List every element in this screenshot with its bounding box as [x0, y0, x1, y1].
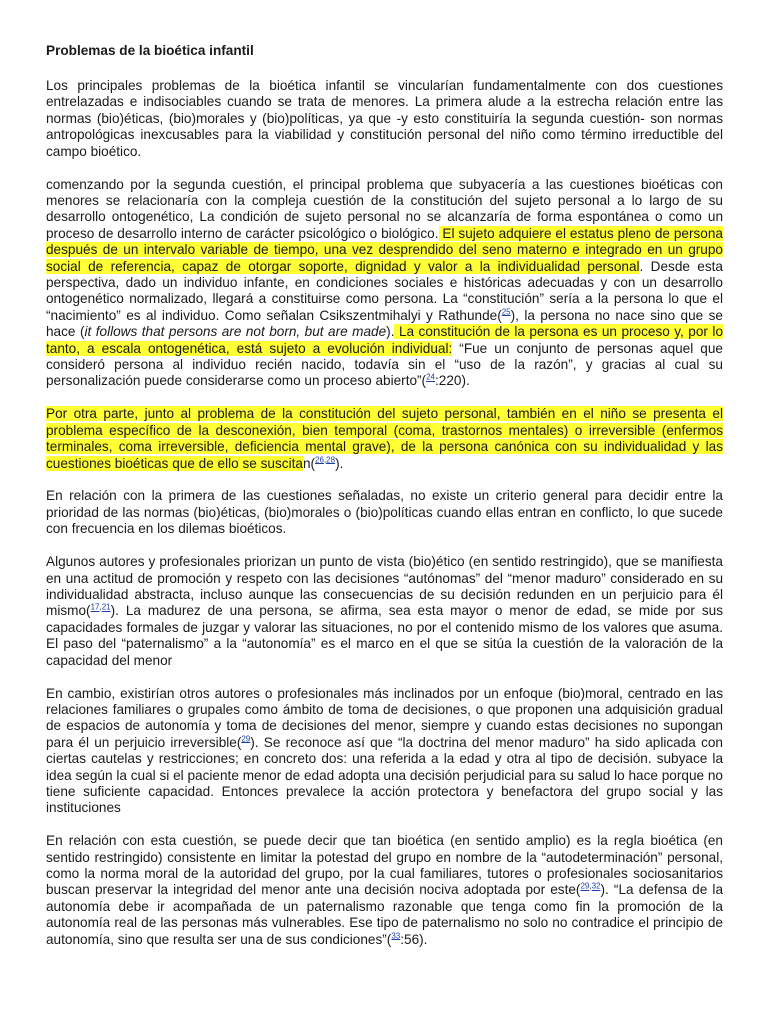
paragraph-3 [46, 406, 723, 472]
citation-separator: , [589, 881, 592, 891]
citation-link[interactable]: 28 [326, 455, 336, 464]
highlighted-text: Por otra parte, junto al problema de la constitución del sujeto personal, también en el niño se presenta el problema específico de la desconexión, bien temporal (coma, trastornos mentales) o irreversible (enfermos terminales, coma irreversible, deficiencia mental grave), de la persona canónica con su individualidad y las cuestiones bioéticas que de ello se suscita [46, 406, 723, 471]
citation-link[interactable]: 32 [591, 881, 601, 891]
citation-link[interactable]: 21 [101, 602, 111, 612]
paragraph-5 [46, 554, 723, 669]
text-run: :56). [400, 931, 428, 947]
paragraph-2 [46, 177, 723, 390]
text-run: ). La madurez de una persona, se afirma, sea esta mayor o menor de edad, se mide por sus capacidades formales de juzgar y valorar las situaciones, no por el contenido mismo de los valores que asuma. El paso del “paternalismo” a la “autonomía” es el marco en el que se sitúa la cuestión de la valoración de la capacidad del menor [46, 603, 723, 668]
text-run: ). Se reconoce así que “la doctrina del menor maduro” ha sido aplicada con ciertas cautelas y restricciones; en concreto dos: una referida a la edad y otra al tipo de decisión. subyace la idea según la cual si el paciente menor de edad adopta una decisión perjudicial para su salud lo hace porque no tiene suficiente capacidad. Entonces prevalece la acción protectora y benefactora del grupo social y las instituciones [46, 734, 723, 816]
citation-link[interactable]: 24 [426, 372, 435, 382]
citation-link[interactable]: 17 [90, 602, 100, 612]
paragraph-6 [46, 686, 723, 817]
text-run: n( [302, 455, 316, 471]
text-run: “Fue un conjunto de personas aquel que consideró persona al individuo recién nacido, todavía sin el “uso de la razón”, y gracias al cual su personalización puede considerarse como un proceso abierto”( [46, 340, 723, 389]
highlighted-text: El sujeto adquiere el estatus pleno de persona después de un intervalo variable de tiempo, una vez desprendido del seno materno e integrado en un grupo social de referencia, capaz de otorgar soporte, dignidad y valor a la individualidad personal [46, 225, 723, 274]
text-run: En cambio, existirían otros autores o profesionales más inclinados por un enfoque (bio)moral, centrado en las relaciones familiares o grupales como ámbito de toma de decisiones, o que proponen una adquisición gradual de espacios de autonomía y toma de decisiones del menor, siempre y cuando estas decisiones no supongan para él un perjuicio irreversible( [46, 685, 723, 750]
citation-link[interactable]: 33 [391, 931, 401, 941]
text-run: ). [386, 324, 395, 340]
text-run: ), la persona no nace sino que se hace ( [46, 307, 723, 340]
citation-link[interactable]: 29 [580, 881, 590, 891]
citation-separator: , [99, 602, 102, 612]
highlighted-text: La constitución de la persona es un proceso y, por lo tanto, a escala ontogenética, está sujeto a evolución individual: [46, 324, 724, 356]
text-run: ). “La defensa de la autonomía debe ir acompañada de un paternalismo razonable que tenga como fin la promoción de la autonomía real de las personas más vulnerables. Ese tipo de paternalismo no solo no contradice el principio de autonomía, sino que resulta ser una de sus condiciones”( [46, 882, 724, 947]
text-run: . Desde esta perspectiva, dado un individuo infante, en condiciones sociales e históricas adecuadas y con un desarrollo ontogenético normalizado, llegará a constituirse como persona. La “constitución” sería a la persona lo que el “nacimiento” es al individuo. Como señalan Csikszentmihalyi y Rathunde( [46, 258, 723, 323]
page-title: Problemas de la bioética infantil [46, 43, 254, 58]
citation-link[interactable]: 26 [315, 455, 324, 464]
citation-separator: , [323, 455, 327, 464]
paragraph-1: Los principales problemas de la bioética infantil se vincularían fundamentalmente con dos cuestiones entrelazadas e indisociables cuando se trata de menores. La primera alude a la estrecha relación entre las normas (bio)éticas, (bio)morales y (bio)políticas, ya que -y esto constituiría la segunda cuestión- son normas antropológicas inexcusables para la viabilidad y constitución personal del niño como término irreductible del campo bioético. [46, 78, 723, 159]
paragraph-7 [46, 833, 723, 948]
text-run: comenzando por la segunda cuestión, el principal problema que subyacería a las cuestiones bioéticas con menores se relacionaría con la compleja cuestión de la constitución del sujeto personal a lo largo de su desarrollo ontogenético, La condición de sujeto personal no se alcanzaría de forma espontánea o como un proceso de desarrollo interno de carácter psicológico o biológico. [46, 176, 723, 241]
citation-link[interactable]: 29 [241, 734, 251, 744]
text-run: :220). [435, 373, 470, 389]
citation-link[interactable]: 25 [501, 307, 511, 317]
text-run: ). [335, 455, 344, 471]
text-run: En relación con esta cuestión, se puede decir que tan bioética (en sentido amplio) es la regla bioética (en sentido restringido) consistente en limitar la potestad del grupo en nombre de la “autodeterminación” personal, como la norma moral de la autoridad del grupo, por la cual familiares, tutores o profesionales sociosanitarios buscan preservar la integridad del menor ante una decisión nociva adoptada por este( [46, 833, 723, 898]
paragraph-4: En relación con la primera de las cuestiones señaladas, no existe un criterio general para decidir entre la prioridad de las normas (bio)éticas, (bio)morales o (bio)políticas cuando ellas entran en conflicto, lo que sucede con frecuencia en los dilemas bioéticos. [46, 488, 723, 537]
italic-quote: it follows that persons are not born, but are made [84, 324, 387, 340]
text-run: Algunos autores y profesionales priorizan un punto de vista (bio)ético (en sentido restringido), que se manifiesta en una actitud de promoción y respeto con las decisiones “autónomas” del “menor maduro” considerado en su individualidad abstracta, incluso aunque las consecuencias de su decisión redunden en un perjuicio para él mismo( [46, 554, 723, 619]
